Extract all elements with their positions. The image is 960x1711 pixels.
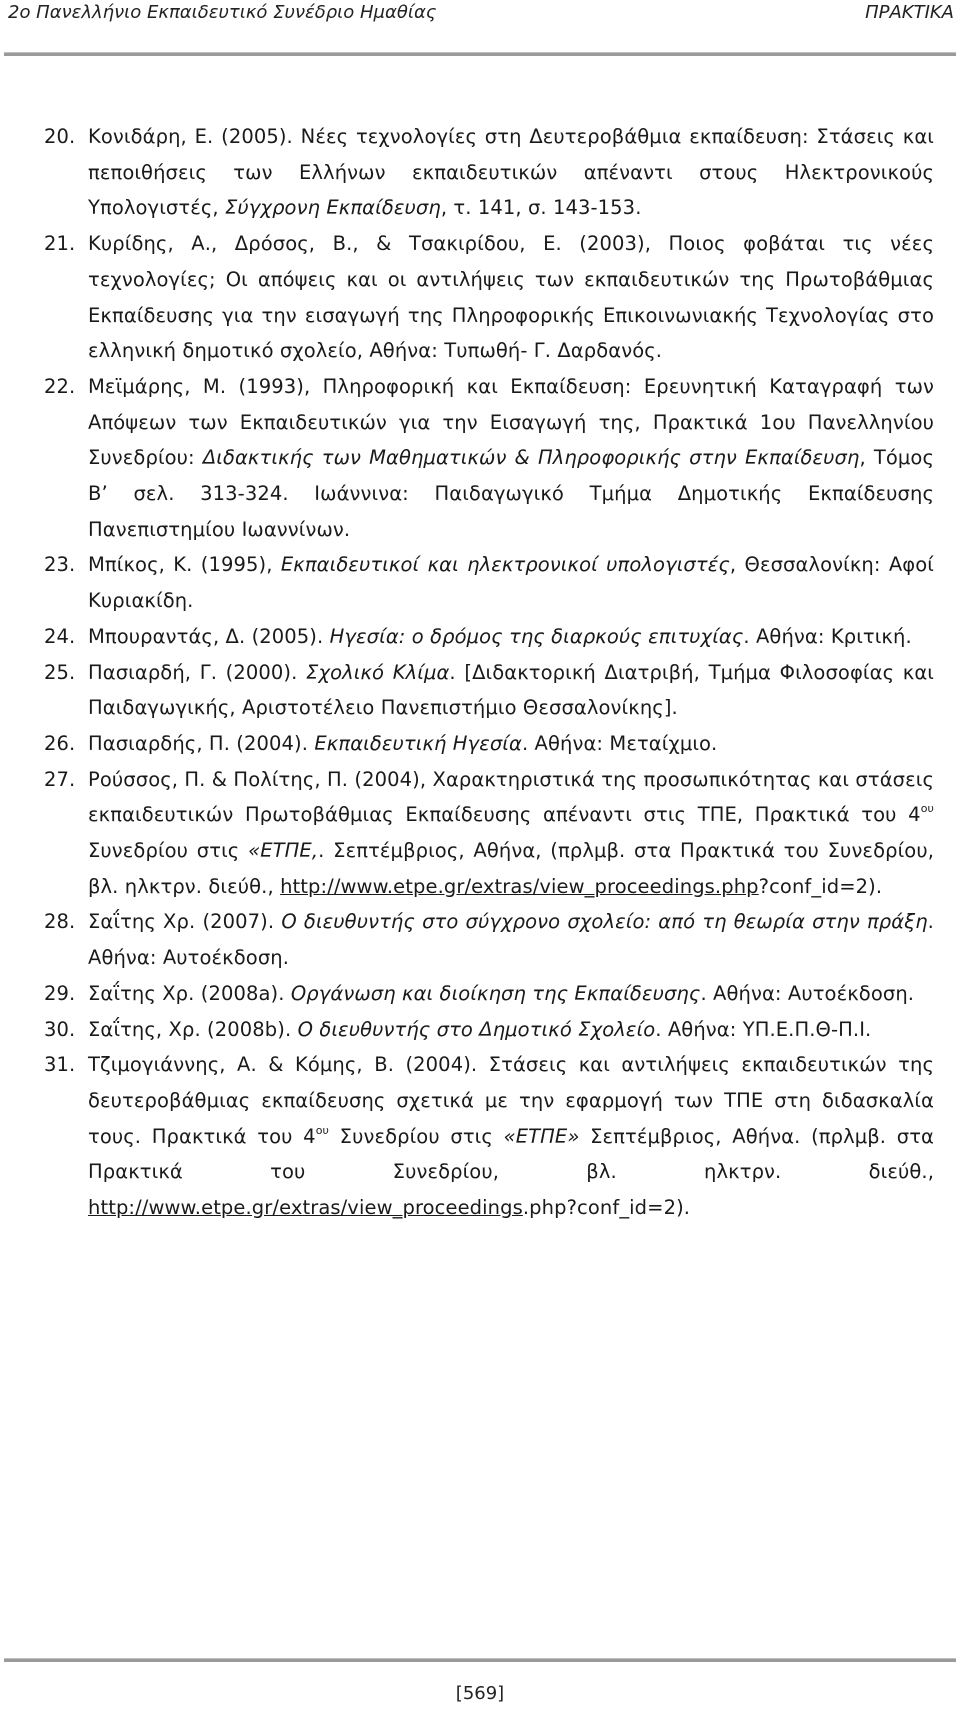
reference-item: [44, 904, 934, 975]
reference-title: Ο διευθυντής στο Δημοτικό Σχολείο: [297, 1017, 656, 1041]
reference-title: Οργάνωση και διοίκηση της Εκπαίδευσης: [290, 981, 701, 1005]
reference-number: 28.: [44, 910, 76, 934]
reference-text: . Αθήνα: Κριτική.: [743, 624, 912, 648]
reference-text: . Αθήνα: Αυτοέκδοση.: [88, 910, 934, 970]
reference-text: , Θεσσαλονίκη: Αφοί Κυριακίδη.: [88, 553, 935, 613]
section-label: ΠΡΑΚΤΙΚΑ: [865, 2, 954, 23]
reference-item: [44, 726, 934, 762]
header-divider: [4, 52, 956, 56]
reference-title: Εκπαιδευτική Ηγεσία: [314, 731, 522, 755]
reference-number: 29.: [44, 981, 76, 1005]
reference-text: . Σεπτέμβριος, Αθήνα, (πρλμβ. στα Πρακτικά του Συνεδρίου, βλ. ηλκτρν. διεύθ.,: [88, 839, 934, 898]
reference-item: [44, 762, 934, 905]
reference-number: 27.: [44, 767, 76, 791]
reference-text: Μπίκος, Κ. (1995),: [88, 553, 281, 577]
reference-text: Συνεδρίου στις: [88, 839, 249, 863]
reference-text: Μπουραντάς, Δ. (2005).: [88, 624, 330, 648]
reference-text: , τ. 141, σ. 143-153.: [440, 196, 642, 220]
reference-item: [44, 119, 934, 226]
reference-number: 30.: [44, 1017, 76, 1041]
reference-item: [44, 1012, 934, 1048]
reference-item: [44, 619, 934, 655]
reference-link[interactable]: http://www.etpe.gr/extras/view_proceedings.php: [280, 874, 759, 898]
reference-text: . [Διδακτορική Διατριβή, Τμήμα Φιλοσοφίας και Παιδαγωγικής, Αριστοτέλειο Πανεπιστήμιο Θεσσαλονίκης].: [88, 660, 935, 720]
reference-text: Σεπτέμβριος, Αθήνα. (πρλμβ. στα Πρακτικά του Συνεδρίου, βλ. ηλκτρν. διεύθ.,: [88, 1124, 935, 1184]
reference-text: . Αθήνα: Αυτοέκδοση.: [700, 981, 915, 1005]
reference-number: 26.: [44, 731, 76, 755]
reference-item: [44, 655, 934, 726]
conference-title: 2ο Πανελλήνιο Εκπαιδευτικό Συνέδριο Ημαθίας: [8, 2, 437, 23]
reference-link[interactable]: http://www.etpe.gr/extras/view_proceedings: [88, 1196, 523, 1220]
reference-number: 21.: [44, 232, 76, 256]
reference-text: Σαΐτης Χρ. (2008a).: [88, 981, 291, 1005]
reference-text: , Τόμος Β’ σελ. 313-324. Ιωάννινα: Παιδαγωγικό Τμήμα Δημοτικής Εκπαίδευσης Πανεπιστημίου Ιωαννίνων.: [88, 446, 934, 541]
reference-title: Εκπαιδευτικοί και ηλεκτρονικοί υπολογιστές: [280, 553, 730, 577]
reference-text: Σαΐτης, Χρ. (2008b).: [88, 1017, 298, 1041]
reference-number: 23.: [44, 553, 76, 577]
reference-item: [44, 369, 934, 548]
reference-title: Σύγχρονη Εκπαίδευση: [224, 196, 441, 220]
reference-text: Πασιαρδής, Π. (2004).: [88, 731, 315, 755]
reference-number: 20.: [44, 125, 76, 148]
reference-number: 31.: [44, 1053, 76, 1077]
reference-title: Σχολικό Κλίμα: [306, 660, 450, 684]
reference-text: Σαΐτης Χρ. (2007).: [88, 910, 282, 934]
reference-text: Κυρίδης, Α., Δρόσος, Β., & Τσακιρίδου, Ε. (2003), Ποιος φοβάται τις νέες τεχνολογίες; Οι απόψεις και οι αντιλήψεις των εκπαιδευτικών της Πρωτοβάθμιας Εκπαίδευσης για την εισαγωγή της Πληροφορικής Επικοινωνιακής Τεχνολογίας στο ελληνική δημοτικό σχολείο, Αθήνα: Τυπωθή- Γ. Δαρδανός.: [88, 232, 934, 363]
reference-title: «ΕΤΠΕ»: [503, 1124, 580, 1148]
reference-item: [44, 547, 934, 618]
reference-item: [44, 226, 934, 369]
reference-item: [44, 976, 934, 1012]
reference-text: ου: [315, 1123, 329, 1137]
reference-text: Μεϊμάρης, Μ. (1993), Πληροφορική και Εκπαίδευση: Ερευνητική Καταγραφή των Απόψεων των Εκπαιδευτικών για την Εισαγωγή της, Πρακτικά 1ου Πανελληνίου Συνεδρίου:: [88, 374, 934, 470]
reference-text: Συνεδρίου στις: [329, 1124, 504, 1148]
reference-text: Κονιδάρη, Ε. (2005). Νέες τεχνολογίες στη Δευτεροβάθμια εκπαίδευση: Στάσεις και πεποιθήσεις των Ελλήνων εκπαιδευτικών απέναντι στους Ηλεκτρονικούς Υπολογιστές,: [88, 125, 934, 220]
page-number: [569]: [455, 1683, 505, 1704]
reference-text: ου: [920, 802, 934, 816]
reference-title: Ο διευθυντής στο σύγχρονο σχολείο: από τη θεωρία στην πράξη: [281, 910, 928, 934]
reference-text: . Αθήνα: ΥΠ.Ε.Π.Θ-Π.Ι.: [655, 1017, 872, 1041]
running-header: [0, 0, 960, 58]
reference-number: 24.: [44, 624, 76, 648]
reference-title: «ΕΤΠΕ,: [248, 839, 319, 863]
reference-number: 25.: [44, 660, 76, 684]
reference-text: . Αθήνα: Μεταίχμιο.: [521, 731, 718, 755]
reference-text: Τζιμογιάννης, Α. & Κόμης, Β. (2004). Στάσεις και αντιλήψεις εκπαιδευτικών της δευτεροβάθμιας εκπαίδευσης σχετικά με την εφαρμογή των ΤΠΕ στη διδασκαλία τους. Πρακτικά του 4: [88, 1053, 934, 1148]
reference-list: [44, 119, 934, 1226]
reference-item: [44, 1047, 934, 1226]
reference-text: ?conf_id=2).: [758, 874, 883, 898]
reference-text: .php?conf_id=2).: [522, 1196, 691, 1220]
reference-text: Πασιαρδή, Γ. (2000).: [88, 660, 307, 684]
reference-title: Διδακτικής των Μαθηματικών & Πληροφορικής στην Εκπαίδευση: [202, 446, 860, 470]
reference-title: Ηγεσία: ο δρόμος της διαρκούς επιτυχίας: [329, 624, 744, 648]
footer-divider: [4, 1658, 956, 1662]
reference-number: 22.: [44, 374, 76, 398]
reference-text: Ρούσσος, Π. & Πολίτης, Π. (2004), Χαρακτηριστικά της προσωπικότητας και στάσεις εκπαιδευτικών Πρωτοβάθμιας Εκπαίδευσης απέναντι στις ΤΠΕ, Πρακτικά του 4: [88, 767, 934, 827]
